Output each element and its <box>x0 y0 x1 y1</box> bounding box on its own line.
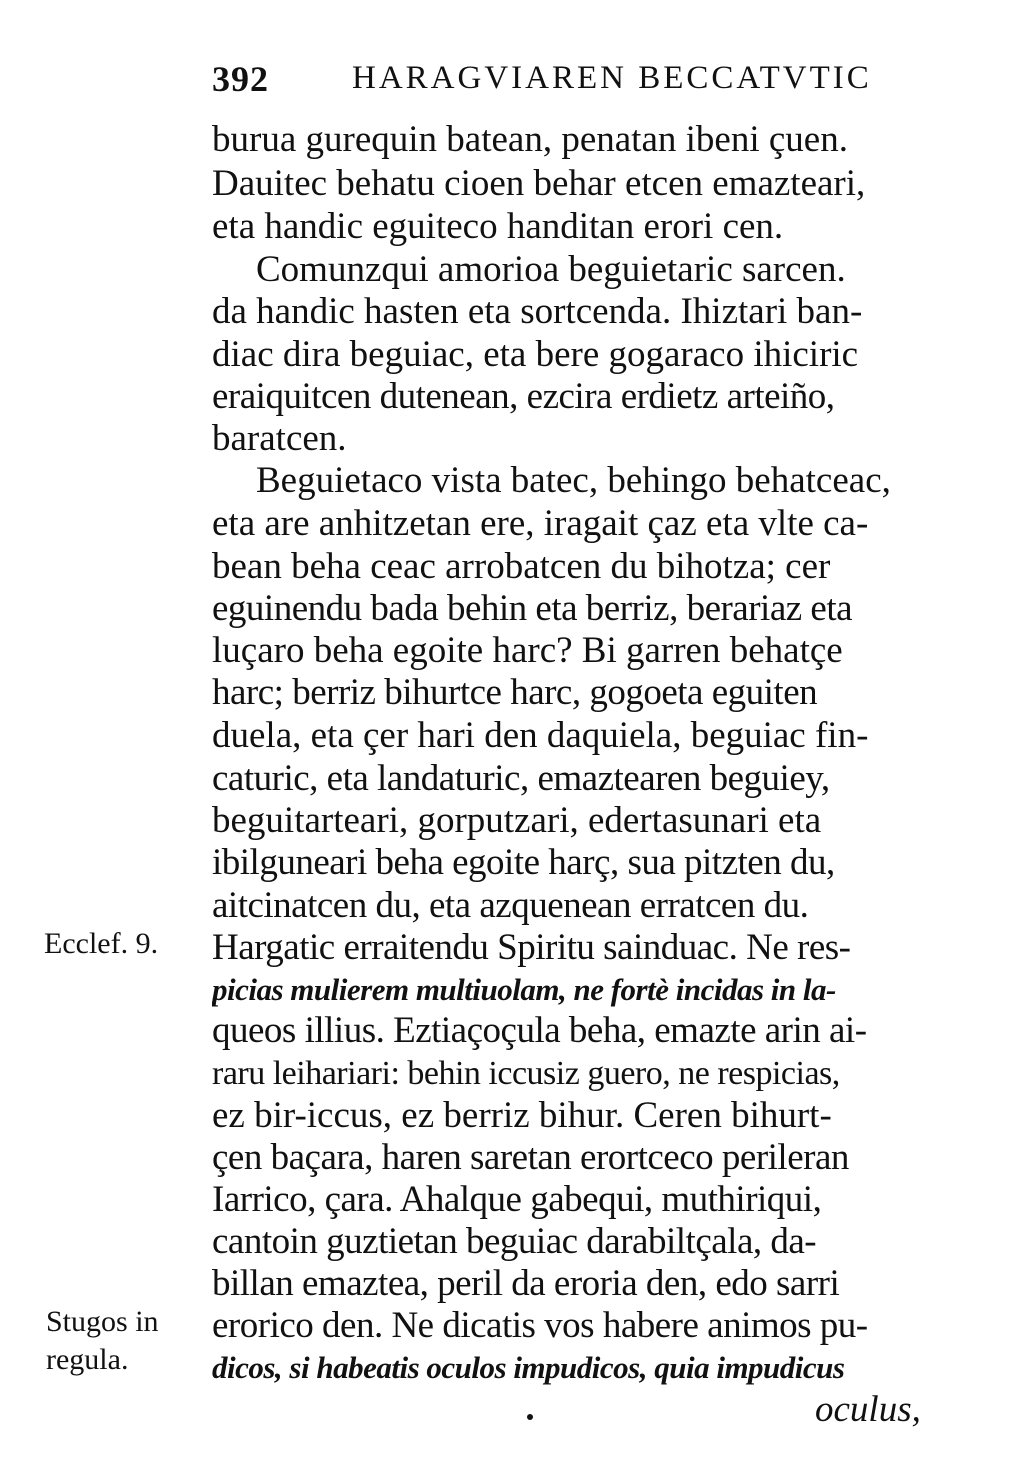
text-line: picias mulierem multiuolam, ne fortè incidas in la- <box>212 972 836 1007</box>
text-line: billan emaztea, peril da eroria den, edo sarri <box>212 1263 840 1304</box>
text-line: aitcinatcen du, eta azquenean erratcen du. <box>212 885 809 926</box>
text-line: queos illius. Eztiaçoçula beha, emazte arin ai- <box>212 1010 867 1051</box>
text-line: cantoin guztietan beguiac darabiltçala, da- <box>212 1221 817 1262</box>
text-line: duela, eta çer hari den daquiela, beguiac fin- <box>212 715 869 756</box>
text-line: baratcen. <box>212 418 347 459</box>
text-line: eta handic eguiteco handitan erori cen. <box>212 206 784 247</box>
text-line: da handic hasten eta sortcenda. Ihiztari ban- <box>212 291 863 332</box>
margin-note-source: Stugos in <box>46 1305 159 1338</box>
text-line: Dauitec behatu cioen behar etcen emazteari, <box>212 163 866 204</box>
text-line: Comunzqui amorioa beguietaric sarcen. <box>256 249 846 290</box>
running-title: HARAGVIAREN BECCATVTIC <box>352 60 872 96</box>
text-line: çen baçara, haren saretan erortceco perileran <box>212 1137 849 1178</box>
text-line: Beguietaco vista batec, behingo behatceac, <box>256 460 891 501</box>
catchword: oculus, <box>815 1389 921 1430</box>
text-line: caturic, eta landaturic, emaztearen beguiey, <box>212 758 830 799</box>
ink-dot <box>527 1414 533 1420</box>
text-line: dicos, si habeatis oculos impudicos, quia impudicus <box>212 1350 845 1385</box>
text-line: erorico den. Ne dicatis vos habere animos pu- <box>212 1305 868 1346</box>
text-line: ibilguneari beha egoite harç, sua pitzten du, <box>212 842 835 883</box>
text-line: eraiquitcen dutenean, ezcira erdietz arteiño, <box>212 376 835 417</box>
margin-note-ecclesiasticus: Ecclef. 9. <box>44 927 159 960</box>
text-line: beguitarteari, gorputzari, edertasunari eta <box>212 800 822 841</box>
text-line: diac dira beguiac, eta bere gogaraco ihiciric <box>212 334 859 375</box>
text-line: harc; berriz bihurtce harc, gogoeta eguiten <box>212 672 818 713</box>
text-line: luçaro beha egoite harc? Bi garren behatçe <box>212 630 843 671</box>
text-line: ez bir-iccus, ez berriz bihur. Ceren bihurt- <box>212 1095 832 1136</box>
text-line: Iarrico, çara. Ahalque gabequi, muthiriqui, <box>212 1179 822 1220</box>
text-line: eta are anhitzetan ere, iragait çaz eta vlte ca- <box>212 503 869 544</box>
text-line: raru leihariari: behin iccusiz guero, ne respicias, <box>212 1055 840 1092</box>
page-number: 392 <box>212 59 269 99</box>
text-line: burua gurequin batean, penatan ibeni çuen. <box>212 119 848 160</box>
margin-note-source-cont: regula. <box>46 1343 129 1376</box>
running-head <box>212 58 912 108</box>
text-line: eguinendu bada behin eta berriz, berariaz eta <box>212 588 853 629</box>
text-line: Hargatic erraitendu Spiritu sainduac. Ne res- <box>212 927 851 968</box>
text-line: bean beha ceac arrobatcen du bihotza; cer <box>212 546 831 587</box>
